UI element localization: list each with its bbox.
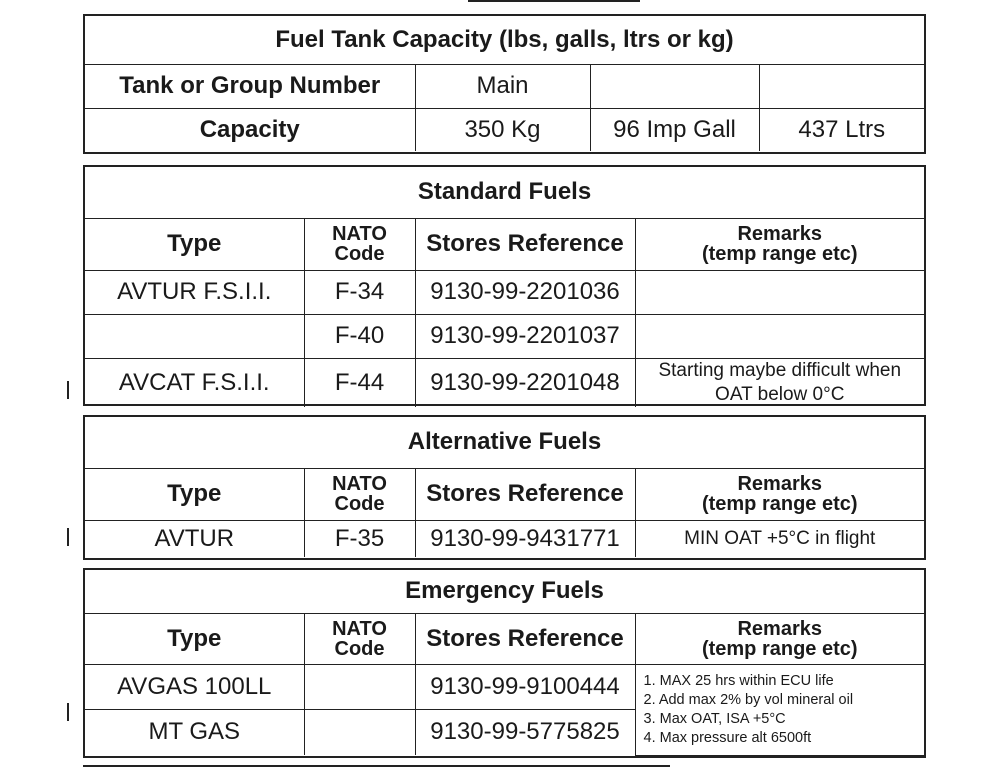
- table-row: [85, 314, 924, 358]
- nato-code: [304, 664, 415, 709]
- col-header-type: Type: [85, 218, 304, 270]
- col-header-nato-line2: Code: [334, 243, 385, 265]
- emergency-fuels-title: Emergency Fuels: [85, 570, 924, 613]
- col-header-remarks: [635, 218, 924, 270]
- emergency-notes: [635, 664, 924, 755]
- col-header-nato: [304, 218, 415, 270]
- change-bar: [67, 381, 69, 399]
- col-header-nato-line1: NATO: [332, 617, 387, 640]
- change-bar: [67, 703, 69, 721]
- col-header-stores: Stores Reference: [415, 218, 635, 270]
- table-row: [85, 358, 924, 407]
- capacity-litres: 437 Ltrs: [759, 108, 924, 151]
- col-header-nato-line2: Code: [334, 493, 385, 515]
- standard-fuels-title: Standard Fuels: [85, 167, 924, 218]
- col-header-remarks-line2: (temp range etc): [701, 493, 858, 515]
- bottom-rule: [83, 765, 670, 767]
- tank-group-value-2: [590, 64, 759, 108]
- col-header-type: Type: [85, 613, 304, 664]
- emergency-fuels-table: [83, 568, 926, 758]
- col-header-nato-line2: Code: [334, 637, 385, 660]
- note-item: 3. Max OAT, ISA +5°C: [643, 710, 786, 727]
- col-header-remarks-line1: Remarks: [737, 473, 822, 495]
- col-header-stores: Stores Reference: [415, 613, 635, 664]
- col-header-remarks-line1: Remarks: [737, 223, 822, 245]
- fuel-type: AVTUR F.S.I.I.: [85, 270, 304, 314]
- remarks-line1: Starting maybe difficult when: [658, 359, 902, 381]
- fuel-capacity-table: [83, 14, 926, 154]
- remarks-line2: OAT below 0°C: [715, 383, 845, 405]
- col-header-nato: [304, 613, 415, 664]
- col-header-remarks-line2: (temp range etc): [701, 243, 858, 265]
- fuel-type: AVGAS 100LL: [85, 664, 304, 709]
- col-header-remarks: [635, 468, 924, 520]
- table-row: [85, 270, 924, 314]
- nato-code: [304, 709, 415, 755]
- alternative-fuels-title: Alternative Fuels: [85, 417, 924, 468]
- stores-reference: 9130-99-9100444: [415, 664, 635, 709]
- capacity-gallons: 96 Imp Gall: [590, 108, 759, 151]
- col-header-remarks: [635, 613, 924, 664]
- fuel-type: AVTUR: [85, 520, 304, 557]
- nato-code: F-40: [304, 314, 415, 358]
- remarks: [635, 314, 924, 358]
- stores-reference: 9130-99-9431771: [415, 520, 635, 557]
- table-row: [85, 664, 924, 709]
- stores-reference: 9130-99-5775825: [415, 709, 635, 755]
- col-header-nato-line1: NATO: [332, 473, 387, 495]
- tank-group-value-3: [759, 64, 924, 108]
- col-header-remarks-line1: Remarks: [737, 617, 822, 640]
- note-item: 2. Add max 2% by vol mineral oil: [643, 691, 854, 708]
- note-item: 4. Max pressure alt 6500ft: [643, 729, 812, 746]
- stores-reference: 9130-99-2201037: [415, 314, 635, 358]
- alternative-fuels-table: [83, 415, 926, 560]
- nato-code: F-35: [304, 520, 415, 557]
- capacity-label: Capacity: [85, 108, 415, 151]
- change-bar: [67, 528, 69, 546]
- col-header-remarks-line2: (temp range etc): [701, 637, 858, 660]
- tank-group-value-1: Main: [415, 64, 590, 108]
- stores-reference: 9130-99-2201048: [415, 358, 635, 407]
- col-header-nato: [304, 468, 415, 520]
- top-rule: [468, 0, 640, 2]
- col-header-type: Type: [85, 468, 304, 520]
- table-row: [85, 520, 924, 557]
- col-header-nato-line1: NATO: [332, 223, 387, 245]
- capacity-kg: 350 Kg: [415, 108, 590, 151]
- fuel-type: [85, 314, 304, 358]
- standard-fuels-table: [83, 165, 926, 406]
- remarks: [635, 270, 924, 314]
- note-item: 1. MAX 25 hrs within ECU life: [643, 672, 834, 689]
- stores-reference: 9130-99-2201036: [415, 270, 635, 314]
- tank-group-label: Tank or Group Number: [85, 64, 415, 108]
- fuel-type: MT GAS: [85, 709, 304, 755]
- nato-code: F-34: [304, 270, 415, 314]
- col-header-stores: Stores Reference: [415, 468, 635, 520]
- nato-code: F-44: [304, 358, 415, 407]
- remarks: [635, 358, 924, 407]
- fuel-type: AVCAT F.S.I.I.: [85, 358, 304, 407]
- remarks: MIN OAT +5°C in flight: [635, 520, 924, 557]
- capacity-table-title: Fuel Tank Capacity (lbs, galls, ltrs or kg): [85, 16, 924, 64]
